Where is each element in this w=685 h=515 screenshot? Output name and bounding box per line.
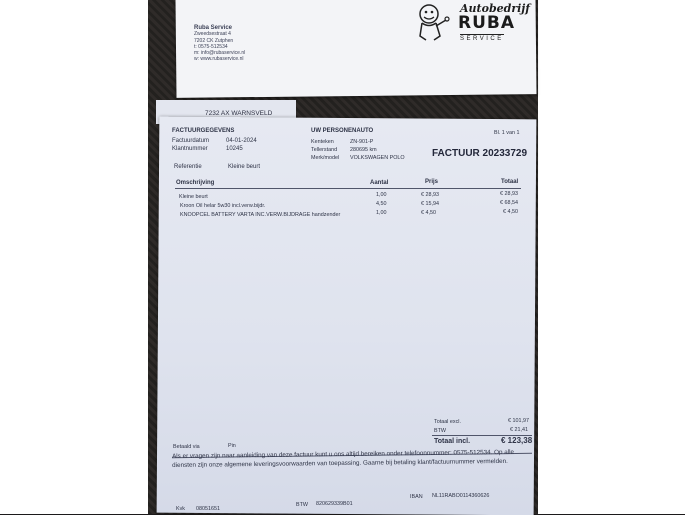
sender-line: 7202 CK Zutphen xyxy=(194,37,234,44)
row-description: KNOOPCEL BATTERY VARTA INC.VERW.BIJDRAGE handzender xyxy=(180,212,341,218)
row-price: € 28,93 xyxy=(421,192,439,198)
row-total: € 28,93 xyxy=(500,191,518,197)
col-header-total: Totaal xyxy=(501,179,519,185)
col-header-price: Prijs xyxy=(425,179,439,185)
logo-line2: RUBA xyxy=(458,13,516,33)
btw-number-label: BTW xyxy=(296,502,308,508)
btw-number-value: 820629339B01 xyxy=(316,501,353,507)
recipient-address: 7232 AX WARNSVELD xyxy=(205,110,273,117)
kvk-label: Kvk xyxy=(176,506,185,512)
row-total: € 68,54 xyxy=(500,200,518,206)
vehicle-label: Kenteken xyxy=(311,139,334,145)
row-qty: 4,50 xyxy=(376,201,387,207)
company-logo xyxy=(412,2,530,46)
background-right xyxy=(533,0,685,514)
detail-label: Klantnummer xyxy=(172,146,208,152)
invoice-details-heading: FACTUURGEGEVENS xyxy=(172,128,235,134)
invoice-title: FACTUUR 20233729 xyxy=(432,148,528,159)
total-incl-value: € 123,38 xyxy=(501,436,533,445)
background-left xyxy=(0,0,152,514)
iban-value: NL11RABO0114360626 xyxy=(432,493,490,499)
row-price: € 15,94 xyxy=(421,201,439,207)
vehicle-value: ZN-901-P xyxy=(350,139,374,145)
row-total: € 4,50 xyxy=(503,209,518,215)
vehicle-heading: UW PERSONENAUTO xyxy=(311,128,374,134)
vehicle-label: Tellerstand xyxy=(311,147,338,153)
reference-value: Kleine beurt xyxy=(228,164,261,170)
detail-value: 10245 xyxy=(226,146,243,152)
page-indicator: Bl. 1 van 1 xyxy=(494,130,520,136)
btw-label: BTW xyxy=(434,428,446,434)
btw-value: € 21,41 xyxy=(510,427,528,433)
sender-line: w: www.rubaservice.nl xyxy=(194,56,244,63)
mascot-icon xyxy=(412,2,452,46)
iban-label: IBAN xyxy=(410,494,423,500)
vehicle-label: Merk/model xyxy=(311,155,340,161)
table-header-rule xyxy=(175,188,521,189)
total-incl-label: Totaal incl. xyxy=(434,438,471,445)
row-description: Kleine beurt xyxy=(179,194,208,200)
row-description: Kroon Oil helar 5w30 incl.verw.bijdr. xyxy=(180,203,266,209)
vehicle-value: VOLKSWAGEN POLO xyxy=(350,155,405,161)
logo-line3: SERVICE xyxy=(460,36,504,42)
total-excl-label: Totaal excl. xyxy=(434,419,461,425)
sender-name: Ruba Service xyxy=(194,25,233,31)
sender-line: m: info@rubaservice.nl xyxy=(194,50,246,57)
detail-label: Factuurdatum xyxy=(172,138,210,144)
row-price: € 4,50 xyxy=(421,210,436,216)
sender-block xyxy=(194,25,245,63)
paid-via-label: Betaald via xyxy=(173,444,200,450)
total-excl-value: € 101,97 xyxy=(508,418,529,424)
row-qty: 1,00 xyxy=(376,210,387,216)
vehicle-value: 280695 km xyxy=(350,147,377,153)
reference-label: Referentie xyxy=(174,164,202,170)
detail-value: 04-01-2024 xyxy=(226,138,257,144)
col-header-qty: Aantal xyxy=(370,180,389,186)
col-header-description: Omschrijving xyxy=(176,180,215,186)
sender-line: t: 0575-512534 xyxy=(194,43,228,50)
logo-line1: Autobedrijf xyxy=(460,2,531,15)
paid-via-value: Pin xyxy=(228,443,236,449)
footer-note: Als er vragen zijn naar aanleiding van deze factuur kunt u ons altijd bereiken onder telefoonnummer: 0575-512534. Op alle diensten zijn onze algemene leveringsvoorwaarden van toepassing. Gaarne bij betaling klant/factuurnummer vermelden. xyxy=(172,448,515,469)
row-qty: 1,00 xyxy=(376,192,387,198)
kvk-value: 08051651 xyxy=(196,506,220,512)
sender-line: Zweedsestraat 4 xyxy=(194,31,231,38)
